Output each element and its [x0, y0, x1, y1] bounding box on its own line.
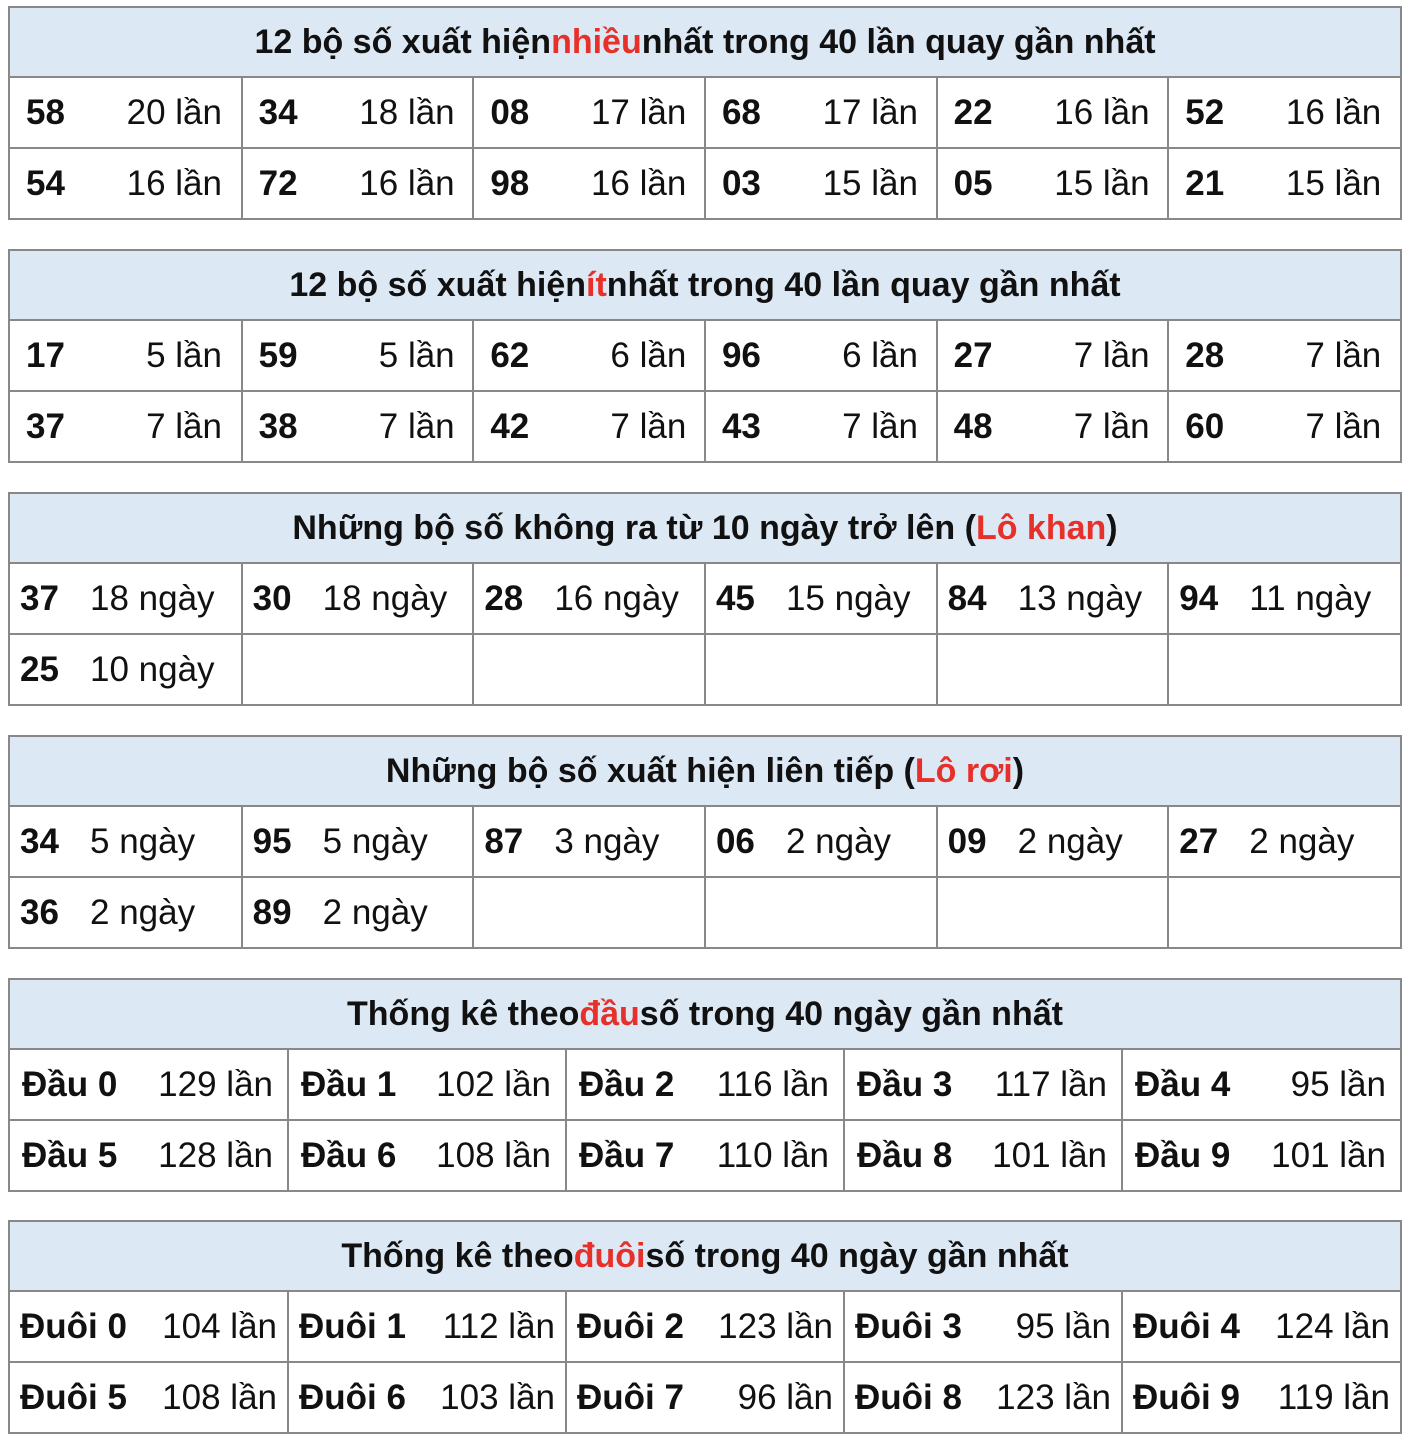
number-label: 38 — [258, 406, 298, 446]
count-label: 117 lần — [994, 1064, 1107, 1104]
count-label: 18 lần — [359, 92, 455, 132]
number-label: Đầu 0 — [22, 1064, 118, 1104]
table-cell — [473, 321, 705, 391]
table-row — [10, 807, 1400, 877]
highlight-word: Lô khan — [975, 508, 1107, 547]
table-row — [10, 564, 1400, 634]
table-cell — [288, 1120, 566, 1190]
count-label: 7 lần — [1073, 406, 1150, 446]
number-label: 28 — [1185, 335, 1225, 375]
number-label: 52 — [1185, 92, 1225, 132]
count-label: 3 ngày — [554, 821, 660, 861]
count-label: 15 lần — [1285, 163, 1382, 203]
table-cell — [937, 807, 1169, 877]
count-label: 95 lần — [1290, 1064, 1386, 1104]
count-label: 128 lần — [158, 1135, 273, 1175]
number-label: 27 — [1179, 821, 1219, 861]
section-title: 12 bộ số xuất hiện nhiều nhất trong 40 lần quay gần nhất — [10, 8, 1400, 78]
number-label: Đuôi 0 — [20, 1306, 127, 1346]
table-cell — [705, 877, 937, 947]
count-label: 110 lần — [716, 1135, 829, 1175]
number-label: 48 — [953, 406, 993, 446]
number-label: Đầu 9 — [1135, 1135, 1231, 1175]
table-cell — [10, 78, 242, 148]
table-cell — [10, 564, 242, 634]
count-label: 18 ngày — [90, 578, 215, 618]
number-label: 72 — [258, 163, 298, 203]
count-label: 96 lần — [737, 1377, 833, 1417]
number-label: 96 — [721, 335, 761, 375]
table-cell — [937, 148, 1169, 218]
table-cell — [10, 1362, 288, 1432]
number-label: 28 — [484, 578, 524, 618]
count-label: 129 lần — [158, 1064, 273, 1104]
table-cell — [1168, 564, 1400, 634]
stats-grid — [10, 321, 1400, 461]
count-label: 2 ngày — [785, 821, 892, 861]
duoi-stats-table — [8, 1220, 1402, 1434]
number-label: Đuôi 6 — [299, 1377, 406, 1417]
table-row — [10, 1362, 1400, 1432]
number-label: Đầu 6 — [301, 1135, 397, 1175]
count-label: 123 lần — [996, 1377, 1111, 1417]
table-cell — [937, 321, 1169, 391]
table-cell — [242, 634, 474, 704]
number-label: 09 — [947, 821, 987, 861]
number-label: 06 — [715, 821, 755, 861]
dau-stats-table — [8, 978, 1402, 1192]
table-cell — [844, 1362, 1122, 1432]
number-label: Đầu 1 — [301, 1064, 397, 1104]
table-cell — [242, 807, 474, 877]
count-label: 101 lần — [1271, 1135, 1386, 1175]
section-title: Những bộ số không ra từ 10 ngày trở lên ( Lô khan ) — [10, 494, 1400, 564]
number-label: Đuôi 7 — [577, 1377, 684, 1417]
count-label: 16 lần — [590, 163, 687, 203]
count-label: 5 ngày — [322, 821, 428, 861]
section-title: Thống kê theo đầu số trong 40 ngày gần nhất — [10, 980, 1400, 1050]
table-cell — [844, 1292, 1122, 1362]
table-cell — [242, 148, 474, 218]
number-label: Đuôi 5 — [20, 1377, 127, 1417]
table-cell — [10, 1120, 288, 1190]
number-label: 30 — [252, 578, 292, 618]
number-label: 34 — [258, 92, 298, 132]
table-cell — [705, 391, 937, 461]
number-label: Đầu 7 — [579, 1135, 675, 1175]
table-cell — [473, 391, 705, 461]
stats-grid — [10, 807, 1400, 947]
stats-grid — [10, 78, 1400, 218]
table-cell — [10, 148, 242, 218]
count-label: 7 lần — [1073, 335, 1150, 375]
table-cell — [10, 1050, 288, 1120]
section-title: 12 bộ số xuất hiện ít nhất trong 40 lần quay gần nhất — [10, 251, 1400, 321]
table-cell — [242, 877, 474, 947]
table-row — [10, 78, 1400, 148]
number-label: 62 — [490, 335, 530, 375]
table-row — [10, 148, 1400, 218]
section-title: Những bộ số xuất hiện liên tiếp ( Lô rơi ) — [10, 737, 1400, 807]
count-label: 6 lần — [842, 335, 918, 375]
number-label: 08 — [490, 92, 530, 132]
count-label: 108 lần — [436, 1135, 551, 1175]
count-label: 108 lần — [162, 1377, 277, 1417]
number-label: Đầu 8 — [857, 1135, 953, 1175]
stats-grid — [10, 1050, 1400, 1190]
table-cell — [705, 564, 937, 634]
table-cell — [242, 564, 474, 634]
table-cell — [1122, 1292, 1400, 1362]
count-label: 11 ngày — [1249, 578, 1372, 618]
table-row — [10, 321, 1400, 391]
count-label: 10 ngày — [90, 649, 215, 689]
number-label: 05 — [953, 163, 993, 203]
number-label: 94 — [1179, 578, 1219, 618]
number-label: 21 — [1185, 163, 1225, 203]
table-cell — [1122, 1120, 1400, 1190]
count-label: 102 lần — [436, 1064, 551, 1104]
count-label: 17 lần — [822, 92, 918, 132]
table-cell — [1122, 1050, 1400, 1120]
table-cell — [1168, 391, 1400, 461]
number-label: 17 — [26, 335, 65, 375]
count-label: 119 lần — [1277, 1377, 1390, 1417]
table-cell — [566, 1362, 844, 1432]
count-label: 7 lần — [1305, 406, 1382, 446]
count-label: 5 lần — [146, 335, 222, 375]
table-row — [10, 877, 1400, 947]
number-label: 34 — [20, 821, 59, 861]
number-label: 87 — [484, 821, 524, 861]
table-cell — [10, 321, 242, 391]
count-label: 2 ngày — [90, 892, 196, 932]
least-frequent-table — [8, 249, 1402, 463]
count-label: 7 lần — [1305, 335, 1382, 375]
table-row — [10, 1120, 1400, 1190]
count-label: 7 lần — [842, 406, 918, 446]
table-cell — [937, 634, 1169, 704]
table-row — [10, 1050, 1400, 1120]
count-label: 16 lần — [1054, 92, 1150, 132]
table-cell — [242, 78, 474, 148]
count-label: 7 lần — [610, 406, 687, 446]
count-label: 112 lần — [442, 1306, 555, 1346]
table-cell — [288, 1362, 566, 1432]
number-label: 03 — [721, 163, 761, 203]
number-label: Đuôi 2 — [577, 1306, 684, 1346]
table-cell — [473, 564, 705, 634]
number-label: Đuôi 4 — [1133, 1306, 1240, 1346]
number-label: 43 — [721, 406, 761, 446]
number-label: 37 — [20, 578, 59, 618]
count-label: 123 lần — [718, 1306, 833, 1346]
table-cell — [288, 1050, 566, 1120]
table-row — [10, 1292, 1400, 1362]
number-label: Đầu 4 — [1135, 1064, 1231, 1104]
table-cell — [10, 807, 242, 877]
count-label: 15 lần — [1054, 163, 1150, 203]
count-label: 2 ngày — [322, 892, 428, 932]
stats-grid — [10, 1292, 1400, 1432]
highlight-word: Lô rơi — [914, 751, 1013, 790]
table-cell — [473, 148, 705, 218]
count-label: 103 lần — [440, 1377, 555, 1417]
count-label: 5 lần — [378, 335, 455, 375]
most-frequent-table — [8, 6, 1402, 220]
highlight-word: đuôi — [573, 1236, 646, 1275]
count-label: 16 lần — [126, 163, 222, 203]
table-cell — [844, 1050, 1122, 1120]
table-cell — [288, 1292, 566, 1362]
table-cell — [473, 78, 705, 148]
number-label: 37 — [26, 406, 65, 446]
table-cell — [566, 1050, 844, 1120]
table-cell — [705, 78, 937, 148]
table-cell — [705, 321, 937, 391]
number-label: 89 — [252, 892, 292, 932]
table-cell — [10, 391, 242, 461]
number-label: 59 — [258, 335, 298, 375]
table-cell — [1168, 807, 1400, 877]
number-label: 25 — [20, 649, 59, 689]
table-cell — [937, 78, 1169, 148]
number-label: 22 — [953, 92, 993, 132]
table-cell — [10, 877, 242, 947]
table-cell — [1168, 148, 1400, 218]
highlight-word: ít — [586, 265, 607, 304]
count-label: 5 ngày — [90, 821, 196, 861]
count-label: 16 lần — [1285, 92, 1382, 132]
table-cell — [242, 321, 474, 391]
number-label: 68 — [721, 92, 761, 132]
table-row — [10, 391, 1400, 461]
section-title: Thống kê theo đuôi số trong 40 ngày gần nhất — [10, 1222, 1400, 1292]
count-label: 20 lần — [126, 92, 222, 132]
table-cell — [10, 1292, 288, 1362]
number-label: Đầu 5 — [22, 1135, 118, 1175]
number-label: Đầu 2 — [579, 1064, 675, 1104]
count-label: 2 ngày — [1017, 821, 1123, 861]
table-cell — [705, 148, 937, 218]
count-label: 104 lần — [162, 1306, 277, 1346]
table-cell — [1168, 78, 1400, 148]
table-row — [10, 634, 1400, 704]
highlight-word: đầu — [579, 994, 640, 1033]
table-cell — [473, 807, 705, 877]
table-cell — [705, 807, 937, 877]
table-cell — [1168, 321, 1400, 391]
number-label: Đuôi 8 — [855, 1377, 962, 1417]
count-label: 16 lần — [359, 163, 455, 203]
table-cell — [242, 391, 474, 461]
number-label: 95 — [252, 821, 292, 861]
number-label: Đuôi 3 — [855, 1306, 962, 1346]
highlight-word: nhiều — [551, 22, 642, 61]
count-label: 7 lần — [378, 406, 455, 446]
count-label: 7 lần — [146, 406, 222, 446]
number-label: 42 — [490, 406, 530, 446]
table-cell — [473, 634, 705, 704]
count-label: 6 lần — [610, 335, 687, 375]
number-label: Đuôi 1 — [299, 1306, 406, 1346]
lo-roi-table — [8, 735, 1402, 949]
table-cell — [705, 634, 937, 704]
table-cell — [473, 877, 705, 947]
number-label: 45 — [715, 578, 755, 618]
count-label: 2 ngày — [1249, 821, 1355, 861]
number-label: 84 — [947, 578, 987, 618]
table-cell — [1168, 877, 1400, 947]
table-cell — [1168, 634, 1400, 704]
count-label: 95 lần — [1015, 1306, 1111, 1346]
lo-khan-table — [8, 492, 1402, 706]
count-label: 15 lần — [822, 163, 918, 203]
count-label: 15 ngày — [785, 578, 911, 618]
count-label: 101 lần — [992, 1135, 1107, 1175]
number-label: 58 — [26, 92, 65, 132]
number-label: 60 — [1185, 406, 1225, 446]
number-label: 98 — [490, 163, 530, 203]
stats-grid — [10, 564, 1400, 704]
number-label: Đầu 3 — [857, 1064, 953, 1104]
count-label: 13 ngày — [1017, 578, 1143, 618]
table-cell — [10, 634, 242, 704]
number-label: 36 — [20, 892, 59, 932]
count-label: 18 ngày — [322, 578, 448, 618]
table-cell — [566, 1120, 844, 1190]
table-cell — [566, 1292, 844, 1362]
count-label: 116 lần — [716, 1064, 829, 1104]
number-label: Đuôi 9 — [1133, 1377, 1240, 1417]
table-cell — [1122, 1362, 1400, 1432]
table-cell — [937, 877, 1169, 947]
number-label: 27 — [953, 335, 993, 375]
number-label: 54 — [26, 163, 65, 203]
table-cell — [937, 564, 1169, 634]
count-label: 124 lần — [1275, 1306, 1390, 1346]
table-cell — [844, 1120, 1122, 1190]
count-label: 16 ngày — [554, 578, 679, 618]
table-cell — [937, 391, 1169, 461]
count-label: 17 lần — [590, 92, 687, 132]
